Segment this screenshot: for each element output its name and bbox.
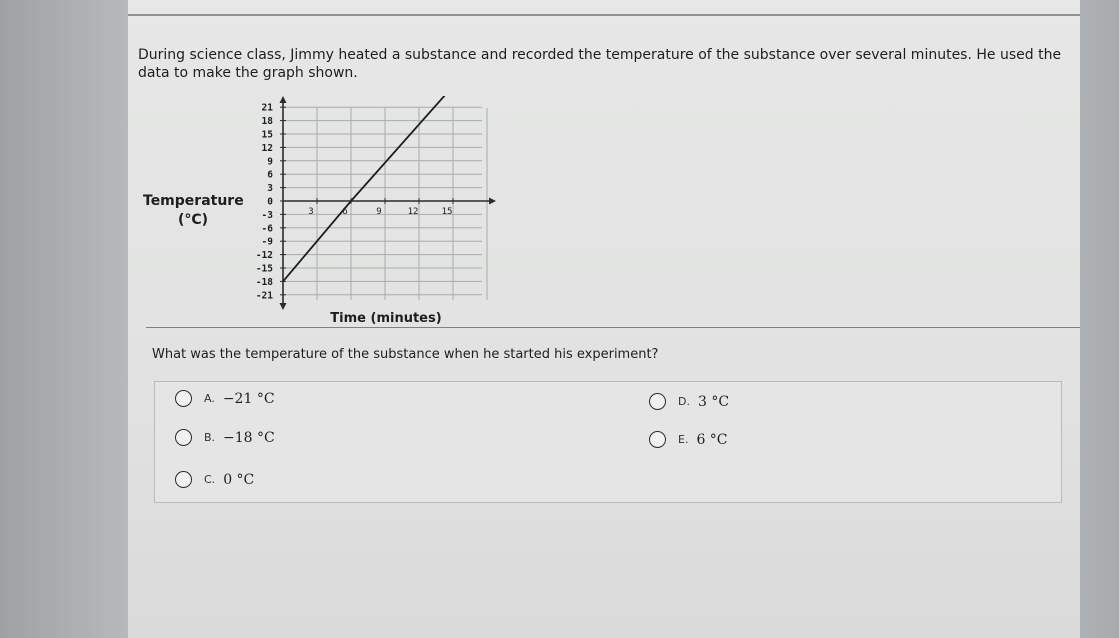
radio-b[interactable] [175,429,192,446]
choice-letter: D. [678,395,690,408]
y-tick-label: -9 [261,236,273,248]
answer-choices [154,381,1062,503]
y-tick-label: 12 [261,142,273,154]
x-axis-label: Time (minutes) [330,311,442,326]
radio-e[interactable] [649,431,666,448]
x-tick-label: 3 [308,207,314,217]
y-tick-label: -18 [255,276,273,288]
choice-c[interactable] [175,471,254,488]
radio-c[interactable] [175,471,192,488]
temperature-chart [128,96,628,336]
choice-value: 0 °C [223,471,255,488]
question-text: What was the temperature of the substance when he started his experiment? [152,347,659,362]
y-tick-label: -12 [255,250,273,262]
choice-e[interactable] [649,431,728,448]
series-line [283,96,470,281]
x-axis-arrow [489,198,496,205]
choice-value: 6 °C [696,431,728,448]
question-page [128,0,1080,638]
y-axis-label-line1: Temperature [143,193,244,209]
choice-letter: E. [678,433,689,446]
y-tick-label: 9 [267,156,273,168]
choice-value: −18 °C [223,429,275,446]
y-axis-label-line2: (°C) [177,212,209,228]
chart-plot [128,96,628,336]
x-tick-label: 15 [441,207,453,217]
y-tick-label: -3 [261,209,273,221]
question-prompt: During science class, Jimmy heated a substance and recorded the temperature of the substance over several minutes. He used the data to make the graph shown. [138,47,1062,81]
y-axis-arrow-up [280,96,287,103]
y-tick-label: 18 [261,116,273,128]
y-tick-label: -6 [261,223,273,235]
y-tick-label: 0 [267,196,273,208]
y-tick-label: 3 [267,183,273,195]
y-tick-label: 15 [261,129,273,141]
x-tick-label: 9 [376,207,382,217]
choice-letter: B. [204,431,216,444]
y-tick-label: -15 [255,263,273,275]
choice-d[interactable] [649,393,729,410]
y-tick-label: 6 [267,169,273,181]
y-tick-label: -21 [255,290,273,302]
choice-value: −21 °C [222,390,275,407]
middle-divider [146,327,1080,328]
choice-letter: C. [204,473,216,486]
choice-letter: A. [204,392,215,405]
choice-a[interactable] [175,390,275,407]
x-tick-label: 6 [342,207,348,217]
y-tick-label: 21 [261,102,273,114]
radio-a[interactable] [175,390,192,407]
top-divider [128,14,1080,16]
radio-d[interactable] [649,393,666,410]
choice-value: 3 °C [697,393,730,410]
x-tick-label: 12 [407,207,419,217]
choice-b[interactable] [175,429,275,446]
y-axis-arrow-down [280,303,287,310]
